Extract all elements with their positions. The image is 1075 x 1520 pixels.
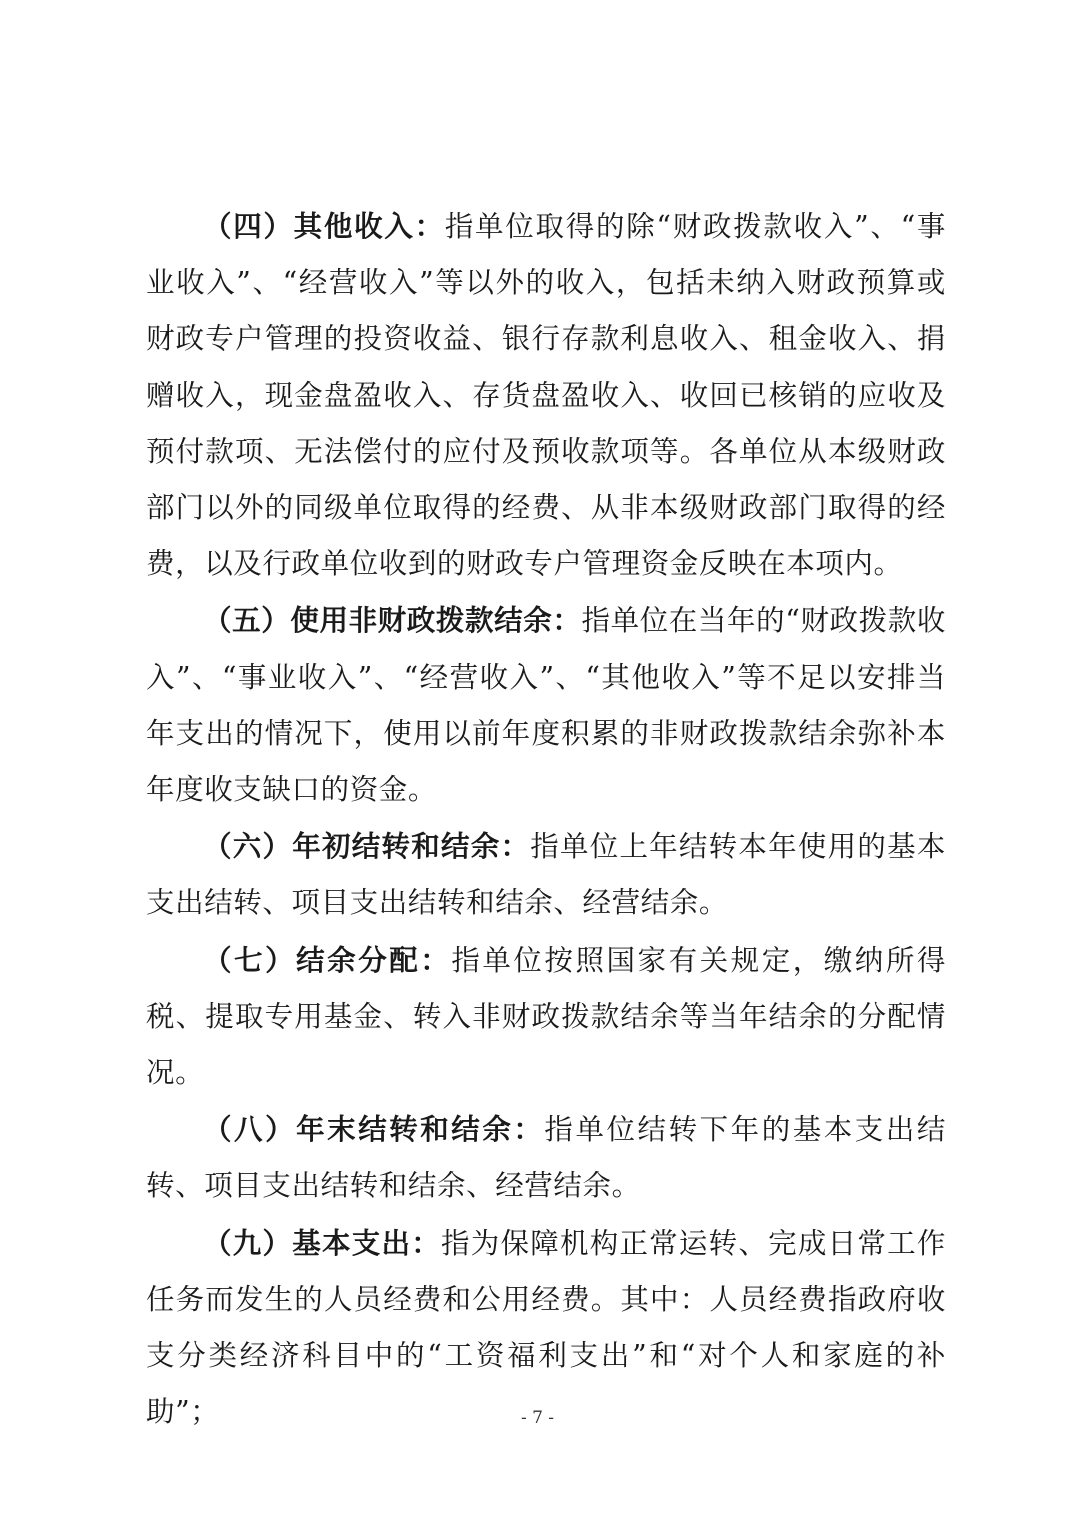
document-body — [146, 198, 946, 1440]
paragraph-text: 指单位在当年的“财政拨款收入”、“事业收入”、“经营收入”、“其他收入”等不足以安排当年支出的情况下，使用以前年度积累的非财政拨款结余弥补本年度收支缺口的资金。 — [146, 604, 946, 807]
paragraph-heading: （五）使用非财政拨款结余： — [203, 603, 582, 638]
paragraph-non-fiscal-balance — [146, 592, 946, 818]
paragraph-closing-carryover — [146, 1101, 946, 1214]
paragraph-text: 指单位结转下年的基本支出结转、项目支出结转和结余、经营结余。 — [146, 1113, 946, 1203]
paragraph-heading: （八）年末结转和结余： — [203, 1112, 545, 1147]
paragraph-heading: （九）基本支出： — [203, 1225, 441, 1260]
paragraph-heading: （四）其他收入： — [203, 209, 445, 243]
paragraph-opening-carryover — [146, 818, 946, 931]
paragraph-text: 指单位上年结转本年使用的基本支出结转、项目支出结转和结余、经营结余。 — [146, 830, 946, 920]
page-number: - 7 - — [520, 1408, 555, 1428]
paragraph-heading: （六）年初结转和结余： — [203, 829, 531, 864]
paragraph-other-income — [146, 198, 946, 592]
paragraph-text: 指单位取得的除“财政拨款收入”、“事业收入”、“经营收入”等以外的收入，包括未纳入财政预算或财政专户管理的投资收益、银行存款利息收入、租金收入、捐赠收入，现金盘盈收入、存货盘盈收入、收回已核销的应收及预付款项、无法偿付的应付及预收款项等。各单位从本级财政部门以外的同级单位取得的经费、从非本级财政部门取得的经费，以及行政单位收到的财政专户管理资金反映在本项内。 — [146, 210, 946, 581]
paragraph-heading: （七）结余分配： — [203, 942, 452, 977]
paragraph-text: 指为保障机构正常运转、完成日常工作任务而发生的人员经费和公用经费。其中：人员经费指政府收支分类经济科目中的“工资福利支出”和“对个人和家庭的补助”； — [146, 1226, 946, 1429]
paragraph-text: 指单位按照国家有关规定，缴纳所得税、提取专用基金、转入非财政拨款结余等当年结余的分配情况。 — [146, 943, 946, 1090]
paragraph-surplus-distribution — [146, 932, 946, 1102]
paragraph-basic-expenditure — [146, 1215, 946, 1441]
